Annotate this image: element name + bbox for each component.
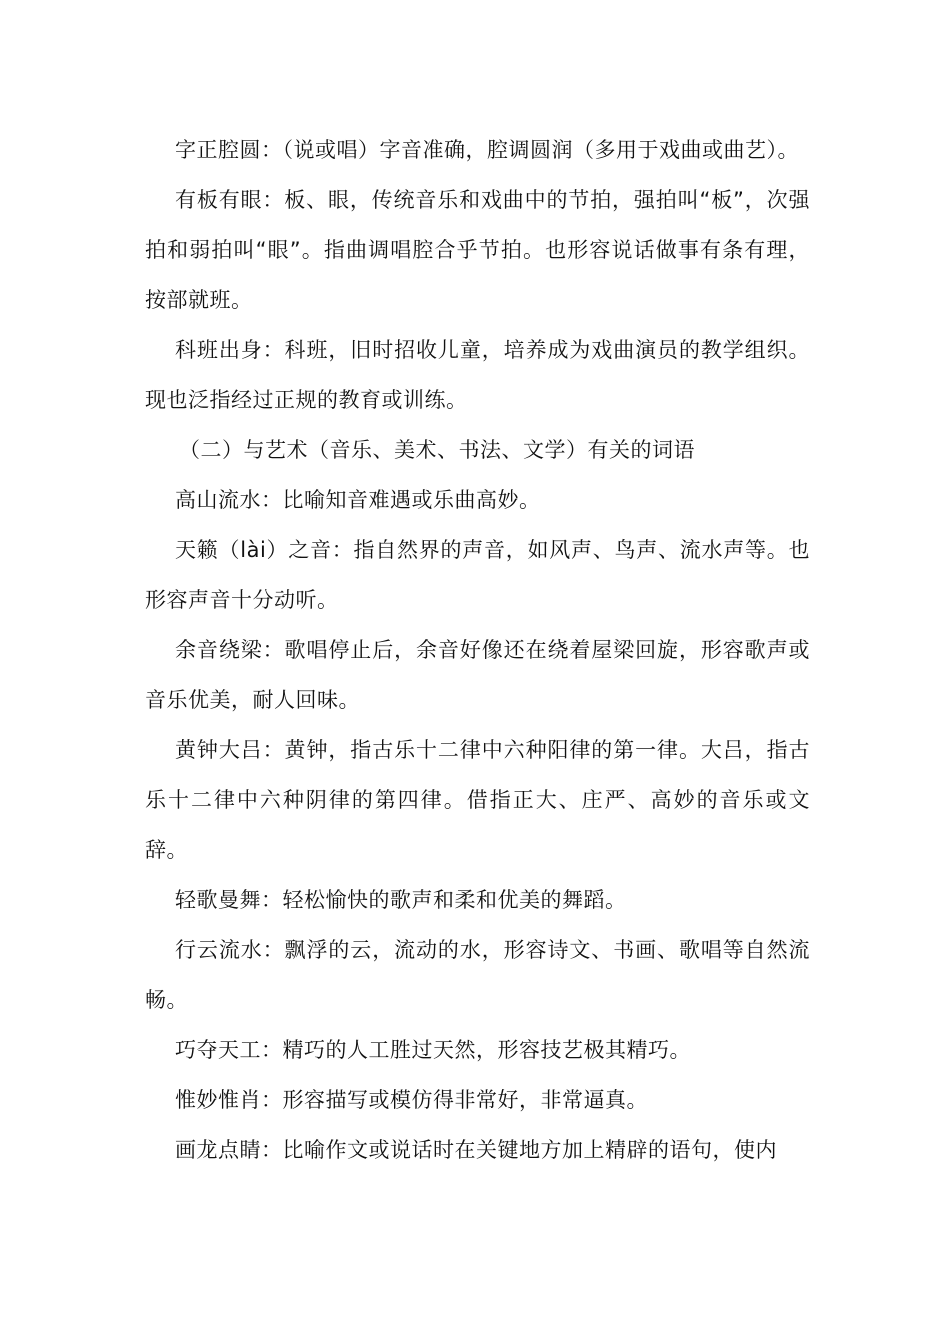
paragraph-huang-zhong-da-lv: 黄钟大吕：黄钟，指古乐十二律中六种阳律的第一律。大吕，指古乐十二律中六种阴律的第四律。借指正大、庄严、高妙的音乐或文辞。 (145, 738, 810, 862)
section-heading-art-words: （二）与艺术（音乐、美术、书法、文学）有关的词语 (179, 438, 695, 462)
paragraph-ke-ban-chu-shen: 科班出身：科班，旧时招收儿童，培养成为戏曲演员的教学组织。现也泛指经过正规的教育或训练。 (145, 338, 810, 412)
paragraph-xing-yun-liu-shui: 行云流水：飘浮的云，流动的水，形容诗文、书画、歌唱等自然流畅。 (145, 938, 810, 1012)
paragraph-yu-yin-rao-liang: 余音绕梁：歌唱停止后，余音好像还在绕着屋梁回旋，形容歌声或音乐优美，耐人回味。 (145, 638, 810, 712)
paragraph-qiao-duo-tian-gong: 巧夺天工：精巧的人工胜过天然，形容技艺极其精巧。 (175, 1038, 691, 1062)
paragraph-wei-miao-wei-xiao: 惟妙惟肖：形容描写或模仿得非常好，非常逼真。 (175, 1088, 648, 1112)
document-body (145, 125, 810, 1175)
paragraph-qing-ge-man-wu: 轻歌曼舞：轻松愉快的歌声和柔和优美的舞蹈。 (175, 888, 627, 912)
paragraph-zi-zheng-qiang-yuan: 字正腔圆：（说或唱）字音准确，腔调圆润（多用于戏曲或曲艺）。 (175, 138, 799, 162)
paragraph-hua-long-dian-jing: 画龙点睛：比喻作文或说话时在关键地方加上精辟的语句，使内 (175, 1138, 777, 1162)
paragraph-gao-shan-liu-shui: 高山流水：比喻知音难遇或乐曲高妙。 (175, 488, 541, 512)
paragraph-tian-lai-zhi-yin: 天籁（lài）之音：指自然界的声音，如风声、鸟声、流水声等。也形容声音十分动听。 (145, 538, 810, 612)
paragraph-you-ban-you-yan: 有板有眼：板、眼，传统音乐和戏曲中的节拍，强拍叫“板”，次强拍和弱拍叫“眼”。指曲调唱腔合乎节拍。也形容说话做事有条有理，按部就班。 (145, 188, 810, 312)
